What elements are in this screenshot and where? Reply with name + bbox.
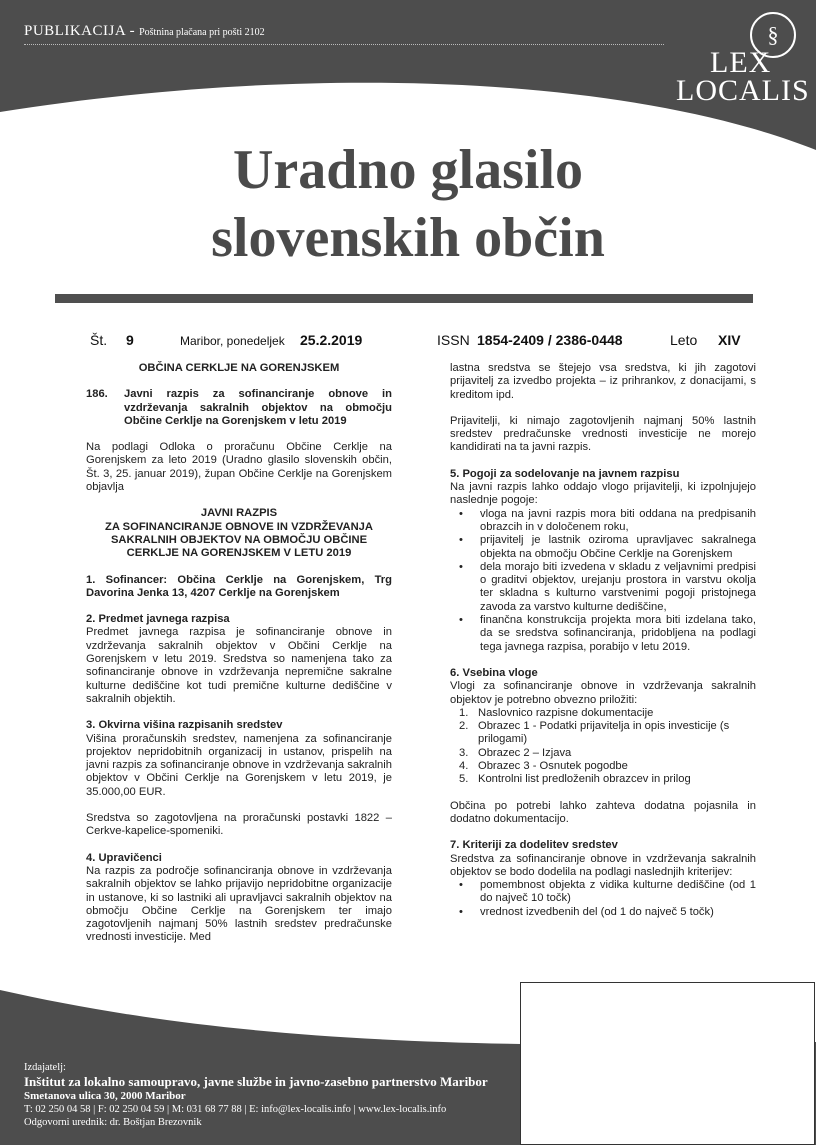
header-divider <box>24 44 664 45</box>
postage-note: Poštnina plačana pri pošti 2102 <box>139 27 265 38</box>
list-number: 4. <box>459 760 469 773</box>
lex-localis-logo <box>676 12 810 107</box>
section-3-heading: 3. Okvirna višina razpisanih sredstev <box>86 719 283 732</box>
year-value: XIV <box>718 332 741 348</box>
section-5-heading: 5. Pogoji za sodelovanje na javnem razpisu <box>450 467 680 480</box>
call-heading-line2: ZA SOFINANCIRANJE OBNOVE IN VZDRŽEVANJA SAKRALNIH OBJEKTOV NA OBMOČJU OBČINE CERKLJE NA GORENJSKEM V LETU 2019 <box>105 520 373 560</box>
act-number: 186. <box>86 388 108 401</box>
publisher-label: Izdajatelj: <box>24 1062 66 1073</box>
left-column <box>86 362 392 945</box>
issue-number: 9 <box>126 332 134 348</box>
section-7-heading: 7. Kriteriji za dodelitev sredstev <box>450 839 618 852</box>
list-text: Obrazec 3 - Osnutek pogodbe <box>478 760 628 773</box>
section-4-text: Na razpis za področje sofinanciranja obnove in vzdrževanja sakralnih objektov se lahko prijavijo nepridobitne organizacije in ustanove, ki so lastniki ali upravljavci sakralnih objektov na območju Občine Cerklje na Gorenjskem ter imajo zagotovljenih najmanj 50% lastnih sredstev predračunske vrednosti investicije. Med <box>86 864 392 944</box>
logo-word-lex: LEX <box>710 46 772 79</box>
list-number: 1. <box>459 706 469 719</box>
paragraph-seal-icon: § <box>750 12 796 58</box>
title-line-1: Uradno glasilo <box>232 139 584 201</box>
intro-paragraph: Na podlagi Odloka o proračunu Občine Cerklje na Gorenjskem za leto 2019 (Uradno glasilo slovenskih občin, Št. 3, 25. januar 2019), župan Občine Cerklje na Gorenjskem objavlja <box>86 441 392 494</box>
section-4-heading: 4. Upravičenci <box>86 851 162 864</box>
address-label-box <box>520 982 815 1145</box>
municipality-heading: OBČINA CERKLJE NA GORENJSKEM <box>138 362 340 374</box>
section-6-heading: 6. Vsebina vloge <box>450 666 538 679</box>
act-heading <box>86 388 392 428</box>
publication-main-title <box>0 136 816 272</box>
list-number: 3. <box>459 746 469 759</box>
list-text: Obrazec 2 – Izjava <box>478 746 572 759</box>
footer-publisher-info <box>24 1061 488 1129</box>
issue-number-label: Št. <box>90 332 108 348</box>
list-item <box>450 760 756 773</box>
list-item: • finančna konstrukcija projekta mora biti izdelana tako, da se sredstva sofinanciranja, pridobljena na podlagi tega javnega razpisa, porabijo v letu 2019. <box>450 614 756 654</box>
attachments-list <box>450 707 756 787</box>
list-item: • pomembnost objekta z vidika kulturne dediščine (od 1 do največ 10 točk) <box>450 879 756 906</box>
section-1-heading: 1. Sofinancer: Občina Cerklje na Gorenjskem, Trg Davorina Jenka 13, 4207 Cerklje na Gorenjskem <box>86 573 392 599</box>
list-item: • prijavitelj je lastnik oziroma upravljavec sakralnega objekta na območju Občine Cerklje na Gorenjskem <box>450 534 756 561</box>
section-3-text: Višina proračunskih sredstev, namenjena za sofinanciranje projektov nepridobitnih organizacij in ustanov, prispelih na javni razpis za sofinanciranje obnove in vzdrževanja sakralnih objektov v Občini Cerklje na Gorenjskem v letu 2019, je 35.000,00 EUR. <box>86 732 392 798</box>
continuation-paragraph: lastna sredstva se štejejo vsa sredstva, ki jih zagotovi prijavitelj za izvedbo projekta – iz prihrankov, z donacijami, s kreditom ipd. <box>450 362 756 401</box>
section-3-text-2: Sredstva so zagotovljena na proračunski postavki 1822 – Cerkve-kapelice-spomeniki. <box>86 812 392 838</box>
conditions-list <box>450 508 756 654</box>
list-item <box>450 707 756 720</box>
act-title: Javni razpis za sofinanciranje obnove in vzdrževanja sakralnih objektov na območju Občine Cerklje na Gorenjskem v letu 2019 <box>124 388 392 427</box>
section-7-text: Sredstva za sofinanciranje obnove in vzdrževanja sakralnih objektov se bodo dodelila na podlagi naslednjih kriterijev: <box>450 852 756 878</box>
list-number: 2. <box>459 720 469 733</box>
issn-label: ISSN <box>437 332 470 348</box>
list-text: Kontrolni list predloženih obrazcev in prilog <box>478 773 691 786</box>
list-item <box>450 747 756 760</box>
list-text: Obrazec 1 - Podatki prijavitelja in opis investicije (s prilogami) <box>478 720 730 746</box>
logo-word-localis: LOCALIS <box>676 74 810 107</box>
place-date-label: Maribor, ponedeljek <box>180 334 285 348</box>
publication-title: PUBLIKACIJA - <box>24 23 136 39</box>
title-rule <box>55 294 753 303</box>
section-6-text: Vlogi za sofinanciranje obnove in vzdrževanja sakralnih objektov je potrebno obvezno priložiti: <box>450 680 756 706</box>
issue-date: 25.2.2019 <box>300 332 363 348</box>
list-number: 5. <box>459 773 469 786</box>
section-2-heading: 2. Predmet javnega razpisa <box>86 613 230 626</box>
publisher-contacts: T: 02 250 04 58 | F: 02 250 04 59 | M: 031 68 77 88 | E: info@lex-localis.info | www.lex-localis.info <box>24 1104 447 1115</box>
publisher-organization: Inštitut za lokalno samoupravo, javne službe in javno-zasebno partnerstvo Maribor <box>24 1074 488 1089</box>
list-item <box>450 773 756 786</box>
eligibility-note: Prijavitelji, ki nimajo zagotovljenih najmanj 50% lastnih sredstev predračunske vrednosti investicije ne morejo kandidirati na ta javni razpis. <box>450 414 756 454</box>
title-line-2: slovenskih občin <box>211 207 605 269</box>
right-column <box>450 362 756 919</box>
publisher-address: Smetanova ulica 30, 2000 Maribor <box>24 1090 186 1102</box>
criteria-list <box>450 879 756 919</box>
call-heading-line1: JAVNI RAZPIS <box>200 507 278 520</box>
section-6-text-2: Občina po potrebi lahko zahteva dodatna pojasnila in dodatno dokumentacijo. <box>450 799 756 825</box>
responsible-editor: Odgovorni urednik: dr. Boštjan Brezovnik <box>24 1117 202 1128</box>
section-2-text: Predmet javnega razpisa je sofinanciranje obnove in vzdrževanja sakralnih objektov v Občini Cerklje na Gorenjskem v letu 2019. Sredstva so namenjena tako za sofinanciranje obnove in vzdrževanja nepremične sakralne kulturne dediščine kot tudi premične kulturne dediščine v sakralnih objektih. <box>86 626 392 705</box>
year-label: Leto <box>670 332 698 348</box>
list-item <box>450 720 756 747</box>
issn-value: 1854-2409 / 2386-0448 <box>477 332 623 348</box>
publication-label <box>24 22 265 40</box>
section-5-text: Na javni razpis lahko oddajo vlogo prijavitelji, ki izpolnjujejo naslednje pogoje: <box>450 481 756 507</box>
list-item: • vloga na javni razpis mora biti oddana na predpisanih obrazcih in v določenem roku, <box>450 508 756 535</box>
list-item: • vrednost izvedbenih del (od 1 do največ 5 točk) <box>450 906 756 919</box>
list-text: Naslovnico razpisne dokumentacije <box>478 706 654 719</box>
list-item: • dela morajo biti izvedena v skladu z veljavnimi predpisi o graditvi objektov, urejanju prostora in varstvu okolja ter skladna s kulturno varstvenimi pogoji pristojnega zavoda za varstvo kulturne dediščine, <box>450 561 756 614</box>
